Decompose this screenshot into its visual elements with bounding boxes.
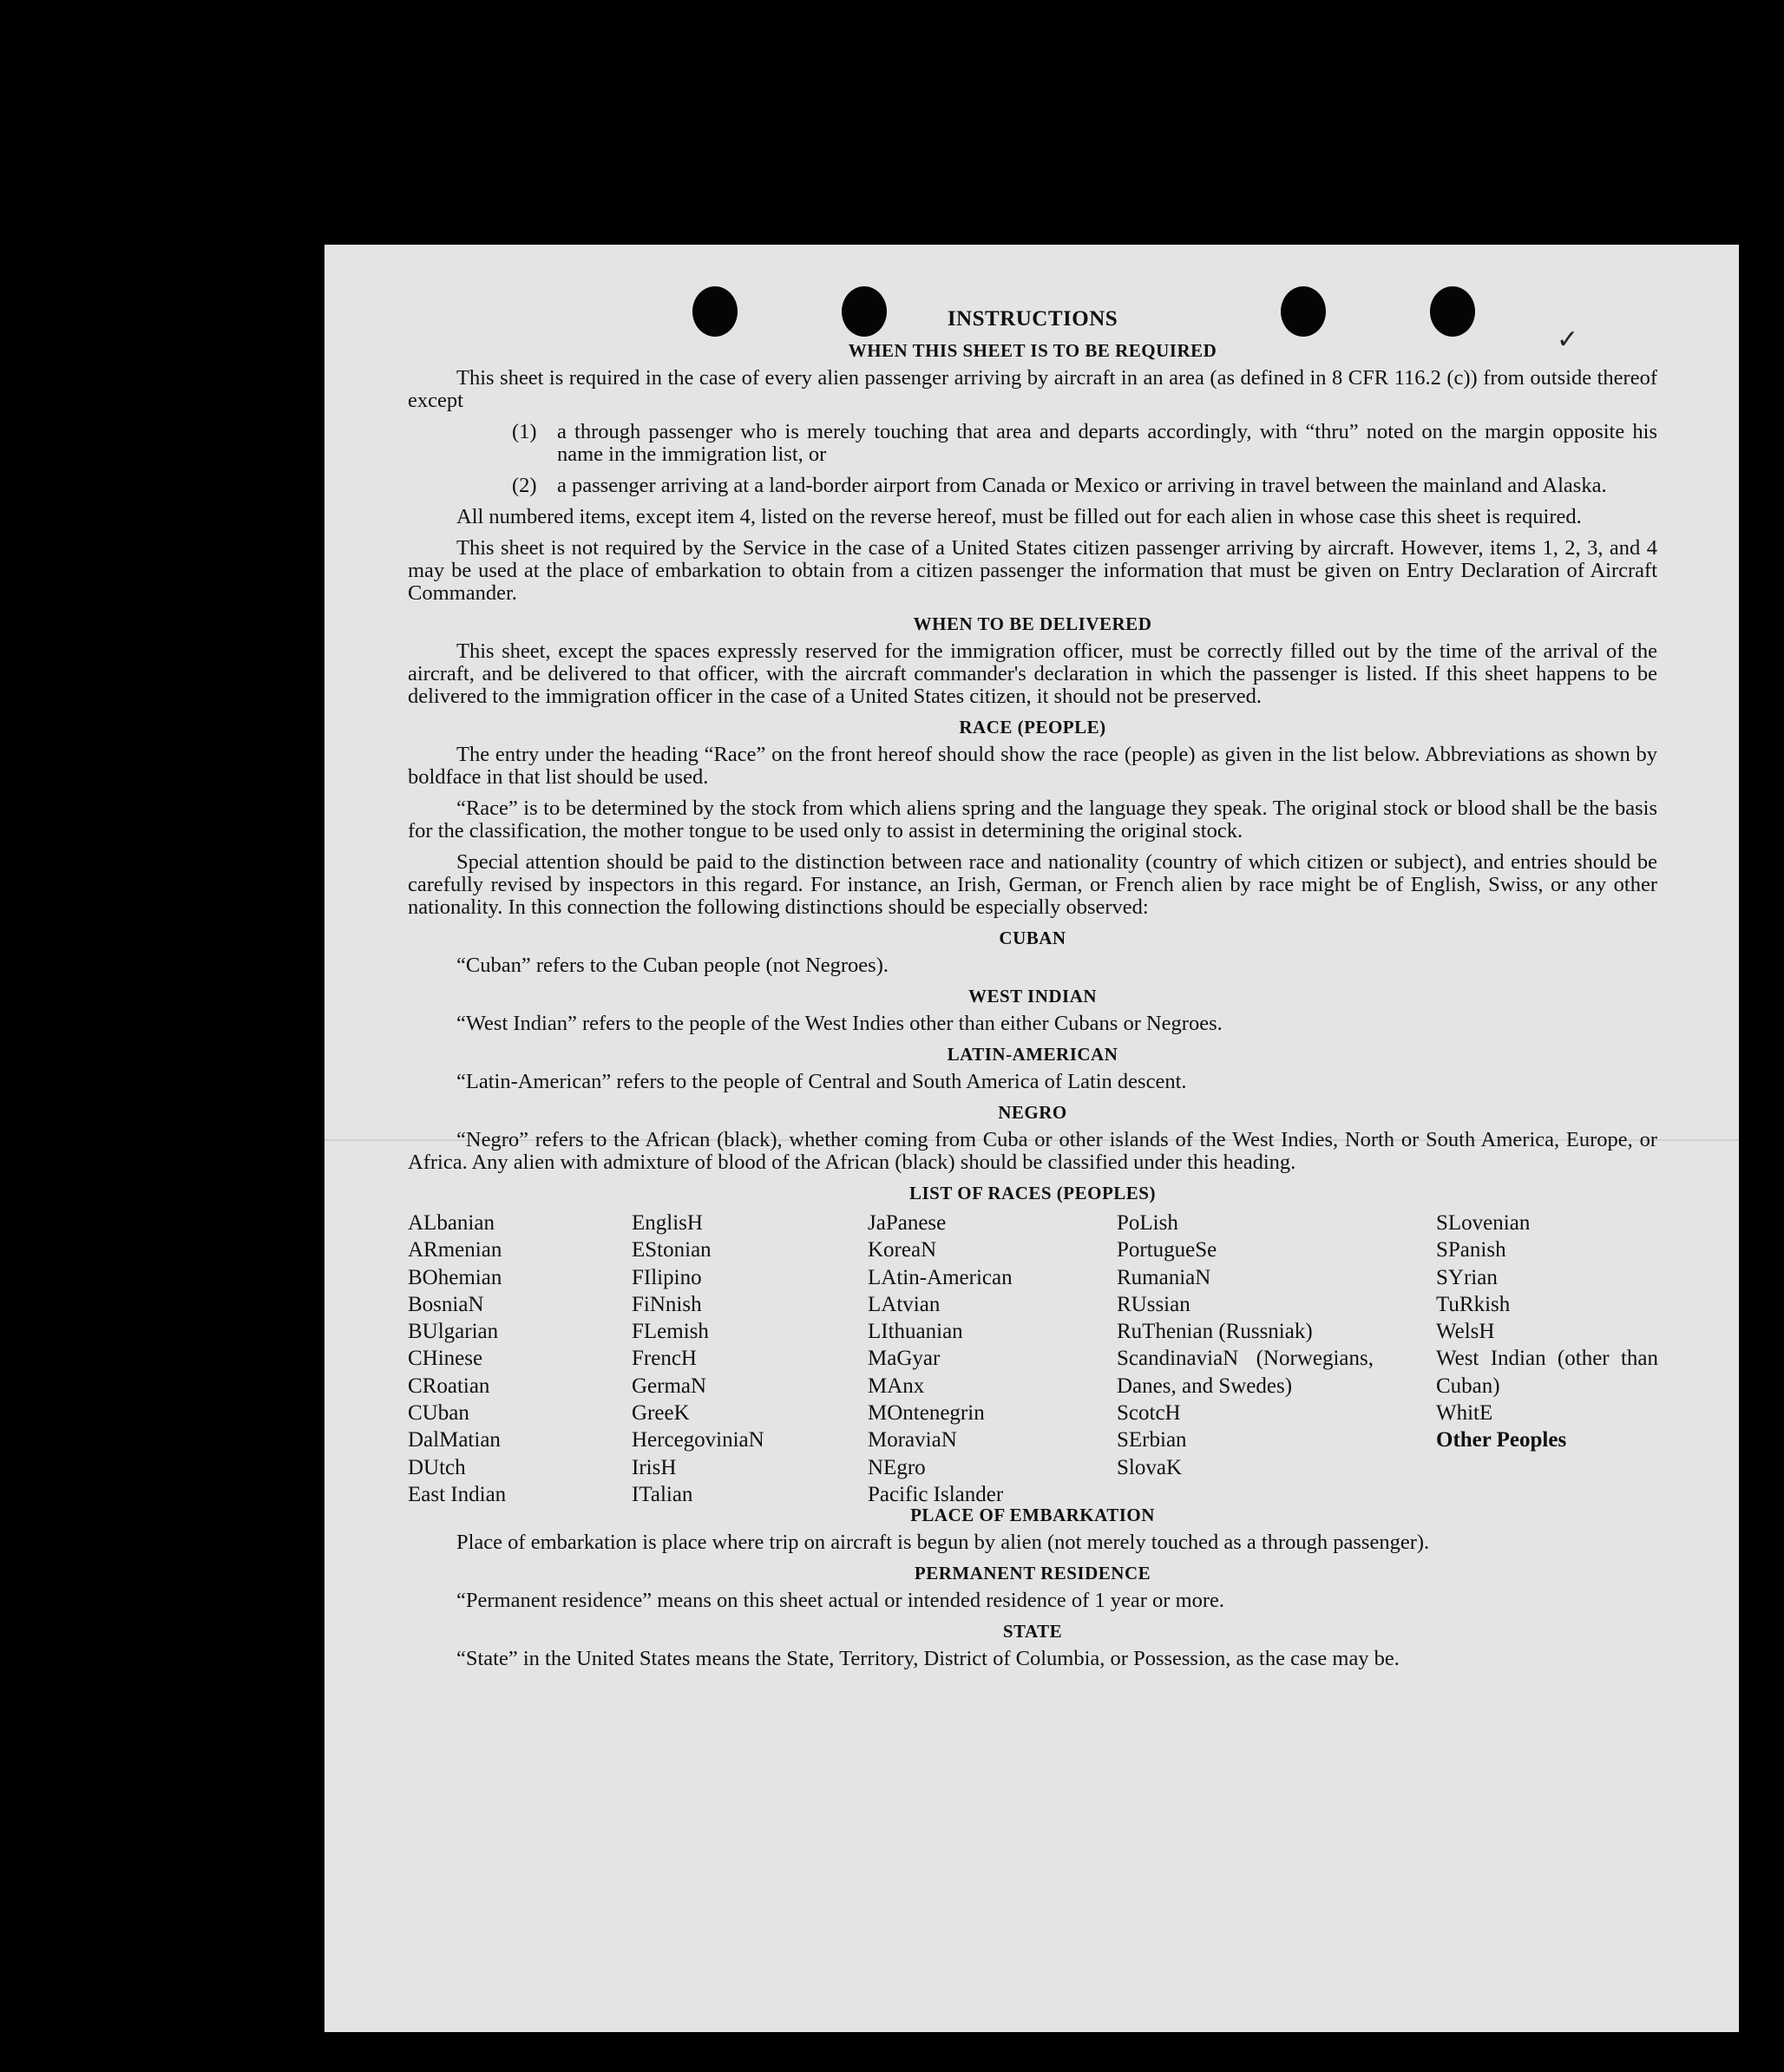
race-item: West Indian (other than Cuban) bbox=[1436, 1347, 1658, 1398]
race-item: IrisH bbox=[632, 1455, 677, 1479]
race-item: LIthuanian bbox=[868, 1320, 963, 1344]
paragraph: The entry under the heading “Race” on the front hereof should show the race (people) as given in the list below. Abbreviations as shown by boldface in that list should be used. bbox=[408, 743, 1657, 789]
item-text: a passenger arriving at a land-border airport from Canada or Mexico or arriving in travel between the mainland and Alaska. bbox=[557, 474, 1607, 497]
paragraph: Place of embarkation is place where trip on aircraft is begun by alien (not merely touched as a through passenger). bbox=[456, 1531, 1430, 1554]
paragraph: “Race” is to be determined by the stock from which aliens spring and the language they speak. The original stock or blood shall be the basis for the classification, the mother tongue to be used only to assist in determining the original stock. bbox=[408, 797, 1657, 843]
race-list bbox=[408, 1210, 1658, 1506]
paragraph: All numbered items, except item 4, listed on the reverse hereof, must be filled out for each alien in whose case this sheet is required. bbox=[456, 505, 1582, 528]
race-item: FLemish bbox=[632, 1320, 709, 1344]
race-item: SYrian bbox=[1436, 1265, 1498, 1289]
item-number: (1) bbox=[512, 420, 537, 443]
section-heading: STATE bbox=[1002, 1621, 1063, 1642]
race-item: PoLish bbox=[1117, 1211, 1178, 1235]
pencil-check-mark: ✓ bbox=[1557, 325, 1579, 354]
race-item: MaGyar bbox=[868, 1347, 941, 1371]
paragraph: “Cuban” refers to the Cuban people (not Negroes). bbox=[456, 954, 889, 977]
race-column bbox=[868, 1210, 1013, 1508]
race-item: MoraviaN bbox=[868, 1428, 957, 1452]
paragraph: “Latin-American” refers to the people of Central and South America of Latin descent. bbox=[456, 1070, 1187, 1093]
document-sheet bbox=[325, 245, 1739, 2032]
race-item: BUlgarian bbox=[408, 1320, 499, 1344]
race-item: EnglisH bbox=[632, 1211, 703, 1235]
race-item: WhitE bbox=[1436, 1401, 1493, 1426]
race-item: RUssian bbox=[1117, 1292, 1190, 1316]
race-item: NEgro bbox=[868, 1455, 926, 1479]
race-item: SErbian bbox=[1117, 1428, 1187, 1452]
paragraph: “Negro” refers to the African (black), whether coming from Cuba or other islands of the West Indies, North or South America, Europe, or Africa. Any alien with admixture of blood of the African (black) should be classified under this heading. bbox=[408, 1128, 1657, 1174]
race-item: BOhemian bbox=[408, 1265, 502, 1289]
race-item: SlovaK bbox=[1117, 1455, 1182, 1479]
section-heading: PERMANENT RESIDENCE bbox=[914, 1563, 1151, 1584]
race-item: BosniaN bbox=[408, 1292, 484, 1316]
numbered-item bbox=[408, 421, 1657, 466]
numbered-item bbox=[408, 475, 1657, 497]
race-item: DUtch bbox=[408, 1455, 466, 1479]
race-item: ITalian bbox=[632, 1482, 693, 1506]
race-item: SLovenian bbox=[1436, 1211, 1531, 1235]
race-item: KoreaN bbox=[868, 1238, 937, 1262]
race-item: Pacific Islander bbox=[868, 1482, 1004, 1506]
section-heading: WHEN TO BE DELIVERED bbox=[913, 613, 1152, 634]
paragraph: “State” in the United States means the State, Territory, District of Columbia, or Possession, as the case may be. bbox=[456, 1647, 1400, 1670]
race-item: East Indian bbox=[408, 1482, 507, 1506]
race-item: LAtin-American bbox=[868, 1265, 1013, 1289]
section-heading: RACE (PEOPLE) bbox=[959, 717, 1106, 738]
race-item: ScandinaviaN (Norwegians, Danes, and Swedes) bbox=[1117, 1347, 1374, 1398]
paragraph: This sheet, except the spaces expressly reserved for the immigration officer, must be correctly filled out by the time of the arrival of the aircraft, and be delivered to that officer, with the aircraft commander's declaration in which the passenger is listed. If this sheet happens to be delivered to the immigration officer in the case of a United States citizen, it should not be preserved. bbox=[408, 639, 1657, 708]
race-item: GreeK bbox=[632, 1401, 690, 1426]
section-heading: NEGRO bbox=[998, 1102, 1067, 1123]
race-column bbox=[408, 1210, 506, 1508]
race-item: DalMatian bbox=[408, 1428, 501, 1452]
race-item: GermaN bbox=[632, 1374, 707, 1398]
section-heading: CUBAN bbox=[999, 928, 1066, 948]
paragraph: Special attention should be paid to the distinction between race and nationality (country of which citizen or subject), and entries should be carefully revised by inspectors in this regard. For instance, an Irish, German, or French alien by race might be of English, Swiss, or any other nationality. In this connection the following distinctions should be especially observed: bbox=[408, 850, 1657, 919]
paragraph: This sheet is not required by the Service in the case of a United States citizen passenger arriving by aircraft. However, items 1, 2, 3, and 4 may be used at the place of embarkation to obtain from a citizen passenger the information that must be given on Entry Declaration of Aircraft Commander. bbox=[408, 536, 1657, 605]
race-item: ScotcH bbox=[1117, 1401, 1181, 1426]
race-item: RumaniaN bbox=[1117, 1265, 1211, 1289]
race-column bbox=[1117, 1210, 1374, 1481]
race-item: CUban bbox=[408, 1401, 469, 1426]
item-text: a through passenger who is merely touching that area and departs accordingly, with “thru” noted on the margin opposite his name in the immigration list, or bbox=[557, 420, 1657, 466]
race-item: ARmenian bbox=[408, 1238, 502, 1262]
race-item: EStonian bbox=[632, 1238, 712, 1262]
paragraph: This sheet is required in the case of every alien passenger arriving by aircraft in an area (as defined in 8 CFR 116.2 (c)) from outside thereof except bbox=[408, 366, 1657, 412]
race-item: RuThenian (Russniak) bbox=[1117, 1320, 1313, 1344]
section-heading: WHEN THIS SHEET IS TO BE REQUIRED bbox=[848, 340, 1217, 361]
race-item: ALbanian bbox=[408, 1211, 495, 1235]
race-item: CRoatian bbox=[408, 1374, 490, 1398]
section-heading: PLACE OF EMBARKATION bbox=[910, 1505, 1155, 1525]
race-item: HercegoviniaN bbox=[632, 1428, 764, 1452]
race-item: CHinese bbox=[408, 1347, 483, 1371]
section-heading: LATIN-AMERICAN bbox=[947, 1044, 1118, 1065]
page-title: INSTRUCTIONS bbox=[947, 307, 1118, 331]
section-heading: WEST INDIAN bbox=[967, 986, 1098, 1006]
race-item: TuRkish bbox=[1436, 1292, 1511, 1316]
race-item: FiNnish bbox=[632, 1292, 702, 1316]
section-heading: LIST OF RACES (PEOPLES) bbox=[909, 1183, 1156, 1203]
race-item: SPanish bbox=[1436, 1238, 1506, 1262]
race-column bbox=[1436, 1210, 1658, 1454]
race-item: MAnx bbox=[868, 1374, 925, 1398]
paragraph: “West Indian” refers to the people of the West Indies other than either Cubans or Negroes. bbox=[456, 1012, 1223, 1035]
item-number: (2) bbox=[512, 474, 537, 497]
paragraph: “Permanent residence” means on this sheet actual or intended residence of 1 year or more. bbox=[456, 1589, 1225, 1612]
instructions-text bbox=[408, 307, 1657, 1679]
race-column bbox=[632, 1210, 764, 1508]
race-item: LAtvian bbox=[868, 1292, 941, 1316]
race-item: JaPanese bbox=[868, 1211, 947, 1235]
race-item: FIlipino bbox=[632, 1265, 702, 1289]
race-item: FrencH bbox=[632, 1347, 697, 1371]
race-item: WelsH bbox=[1436, 1320, 1495, 1344]
race-item: Other Peoples bbox=[1436, 1428, 1567, 1452]
race-item: MOntenegrin bbox=[868, 1401, 985, 1426]
race-item: PortugueSe bbox=[1117, 1238, 1217, 1262]
